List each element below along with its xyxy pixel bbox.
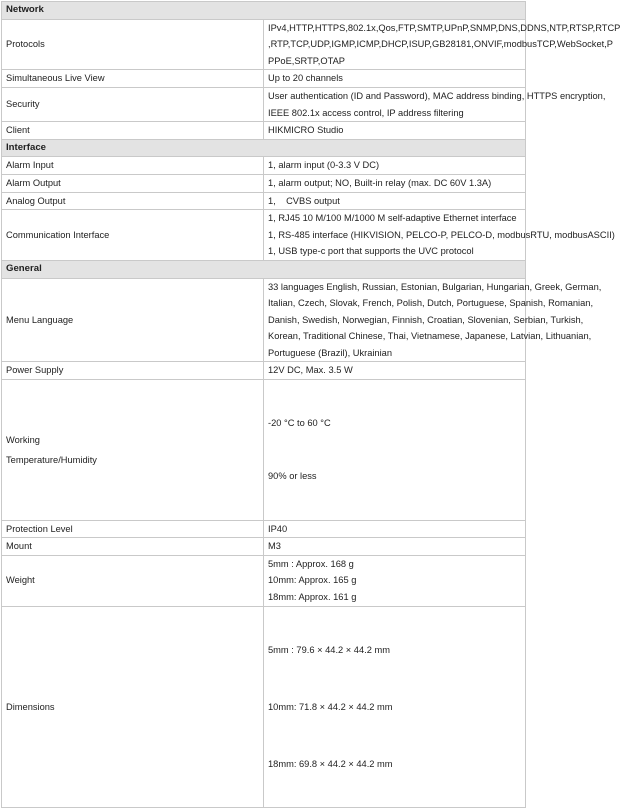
- section-header-general: [2, 260, 526, 278]
- row-label: Menu Language: [2, 278, 264, 362]
- row-value: 1, alarm output; NO, Built-in relay (max. DC 60V 1.3A): [264, 174, 526, 192]
- value-line: User authentication (ID and Password), MAC address binding, HTTPS encryption,: [268, 90, 606, 101]
- row-label: Analog Output: [2, 192, 264, 210]
- value-line: 1, RJ45 10 M/100 M/1000 M self-adaptive Ethernet interface: [268, 213, 517, 224]
- value-line: Italian, Czech, Slovak, French, Polish, Dutch, Portuguese, Spanish, Romanian,: [268, 298, 594, 309]
- section-title: Interface: [2, 139, 526, 157]
- table-row: [2, 278, 526, 362]
- value-line: IPv4,HTTP,HTTPS,802.1x,Qos,FTP,SMTP,UPnP,SNMP,DNS,DDNS,NTP,RTSP,RTCP: [268, 22, 620, 33]
- table-row: [2, 555, 526, 606]
- row-value: [264, 210, 615, 261]
- table-row: [2, 192, 526, 210]
- value-line: IEEE 802.1x access control, IP address filtering: [268, 107, 464, 118]
- row-label: Dimensions: [2, 606, 264, 808]
- table-row: [2, 19, 526, 70]
- row-label: Simultaneous Live View: [2, 70, 264, 88]
- row-label: Protocols: [2, 19, 264, 70]
- row-label: Weight: [2, 555, 264, 606]
- row-label: Communication Interface: [2, 210, 264, 261]
- table-row: [2, 122, 526, 140]
- table-row: [2, 606, 526, 808]
- section-header-interface: [2, 139, 526, 157]
- table-row: [2, 362, 526, 380]
- value-line: 5mm : 79.6 × 44.2 × 44.2 mm: [268, 644, 390, 655]
- value-line: 10mm: Approx. 165 g: [268, 575, 357, 586]
- table-row: [2, 174, 526, 192]
- value-line: -20 °C to 60 °C: [268, 418, 331, 429]
- table-row: [2, 380, 526, 521]
- spec-table: [1, 1, 620, 808]
- row-label: Alarm Output: [2, 174, 264, 192]
- value-line: 33 languages English, Russian, Estonian, Bulgarian, Hungarian, Greek, German,: [268, 281, 602, 292]
- table-row: [2, 538, 526, 556]
- label-line: Working: [6, 434, 40, 445]
- row-label: Mount: [2, 538, 264, 556]
- section-title: Network: [2, 2, 526, 20]
- table-row: [2, 70, 526, 88]
- row-label: [2, 380, 264, 521]
- value-line: Portuguese (Brazil), Ukrainian: [268, 347, 393, 358]
- table-row: [2, 210, 526, 261]
- value-line: 1, RS-485 interface (HIKVISION, PELCO-P, PELCO-D, modbusRTU, modbusASCII): [268, 229, 615, 240]
- table-row: [2, 87, 526, 121]
- table-row: [2, 520, 526, 538]
- value-line: 5mm : Approx. 168 g: [268, 558, 354, 569]
- row-value: [264, 278, 602, 362]
- value-line: 18mm: Approx. 161 g: [268, 592, 357, 602]
- value-line: 90% or less: [268, 471, 317, 482]
- label-line: Temperature/Humidity: [6, 454, 97, 465]
- row-value: HIKMICRO Studio: [264, 122, 526, 140]
- value-line: Korean, Traditional Chinese, Thai, Vietnamese, Japanese, Latvian, Lithuanian,: [268, 331, 592, 342]
- row-label: Protection Level: [2, 520, 264, 538]
- row-value: [264, 380, 526, 521]
- row-value: [264, 555, 526, 606]
- table-row: [2, 157, 526, 175]
- row-value: M3: [264, 538, 526, 556]
- value-line: PPoE,SRTP,OTAP: [268, 55, 345, 66]
- row-value: [264, 19, 620, 70]
- value-line: ,RTP,TCP,UDP,IGMP,ICMP,DHCP,ISUP,GB28181,ONVIF,modbusTCP,WebSocket,P: [268, 39, 613, 50]
- row-value: 1, alarm input (0-3.3 V DC): [264, 157, 526, 175]
- row-label: Security: [2, 87, 264, 121]
- row-value: 1, CVBS output: [264, 192, 526, 210]
- row-value: [264, 87, 606, 121]
- value-line: Danish, Swedish, Norwegian, Finnish, Croatian, Slovenian, Serbian, Turkish,: [268, 314, 584, 325]
- section-title: General: [2, 260, 526, 278]
- row-label: Power Supply: [2, 362, 264, 380]
- value-line: 10mm: 71.8 × 44.2 × 44.2 mm: [268, 701, 393, 712]
- row-value: Up to 20 channels: [264, 70, 526, 88]
- row-value: 12V DC, Max. 3.5 W: [264, 362, 526, 380]
- value-line: 18mm: 69.8 × 44.2 × 44.2 mm: [268, 759, 393, 770]
- row-value: IP40: [264, 520, 526, 538]
- value-line: 1, USB type-c port that supports the UVC protocol: [268, 246, 474, 257]
- row-label: Client: [2, 122, 264, 140]
- row-value: [264, 606, 526, 808]
- row-label: Alarm Input: [2, 157, 264, 175]
- section-header-network: [2, 2, 526, 20]
